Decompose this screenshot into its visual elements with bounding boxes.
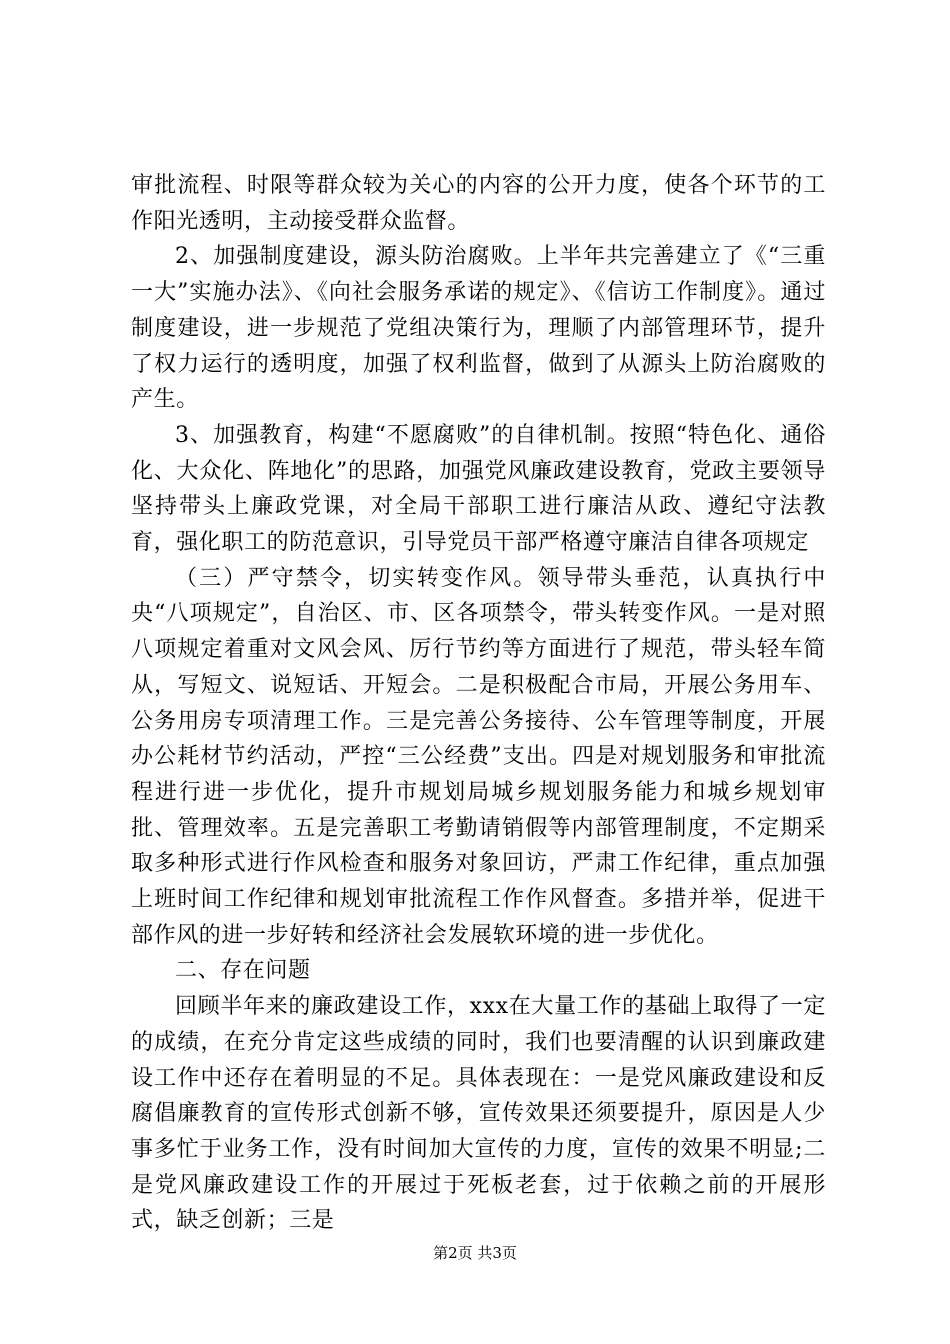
paragraph-institution-building: 2、加强制度建设，源头防治腐败。上半年共完善建立了《“三重一大”实施办法》、《向社会服务承诺的规定》、《信访工作制度》。通过制度建设，进一步规范了党组决策行为，理顺了内部管理环节，提升了权力运行的透明度，加强了权利监督，做到了从源头上防治腐败的产生。 (131, 244, 826, 413)
document-body (131, 168, 826, 1239)
paragraph-education: 3、加强教育，构建“不愿腐败”的自律机制。按照“特色化、通俗化、大众化、阵地化”的思路，加强党风廉政建设教育，党政主要领导坚持带头上廉政党课，对全局干部职工进行廉洁从政、遵纪守法教育，强化职工的防范意识，引导党员干部严格遵守廉洁自律各项规定 (131, 422, 826, 556)
section-heading-problems: 二、存在问题 (175, 958, 311, 984)
paragraph-review: 回顾半年来的廉政建设工作，xxx在大量工作的基础上取得了一定的成绩，在充分肯定这些成绩的同时，我们也要清醒的认识到廉政建设工作中还存在着明显的不足。具体表现在：一是党风廉政建设和反腐倡廉教育的宣传形式创新不够，宣传效果还须要提升，原因是人少事多忙于业务工作，没有时间加大宣传的力度，宣传的效果不明显;二是党风廉政建设工作的开展过于死板老套，过于依赖之前的开展形式，缺乏创新；三是 (131, 994, 826, 1234)
page-footer: 第2页 共3页 (433, 1244, 517, 1262)
paragraph-continuation: 审批流程、时限等群众较为关心的内容的公开力度，使各个环节的工作阳光透明，主动接受群众监督。 (131, 173, 826, 234)
paragraph-work-style: （三）严守禁令，切实转变作风。领导带头垂范，认真执行中央“八项规定”，自治区、市、区各项禁令，带头转变作风。一是对照八项规定着重对文风会风、厉行节约等方面进行了规范，带头轻车简从，写短文、说短话、开短会。二是积极配合市局，开展公务用车、公务用房专项清理工作。三是完善公务接待、公车管理等制度，开展办公耗材节约活动，严控“三公经费”支出。四是对规划服务和审批流程进行进一步优化，提升市规划局城乡规划服务能力和城乡规划审批、管理效率。五是完善职工考勤请销假等内部管理制度，不定期采取多种形式进行作风检查和服务对象回访，严肃工作纪律，重点加强上班时间工作纪律和规划审批流程工作作风督查。多措并举，促进干部作风的进一步好转和经济社会发展软环境的进一步优化。 (131, 565, 826, 948)
